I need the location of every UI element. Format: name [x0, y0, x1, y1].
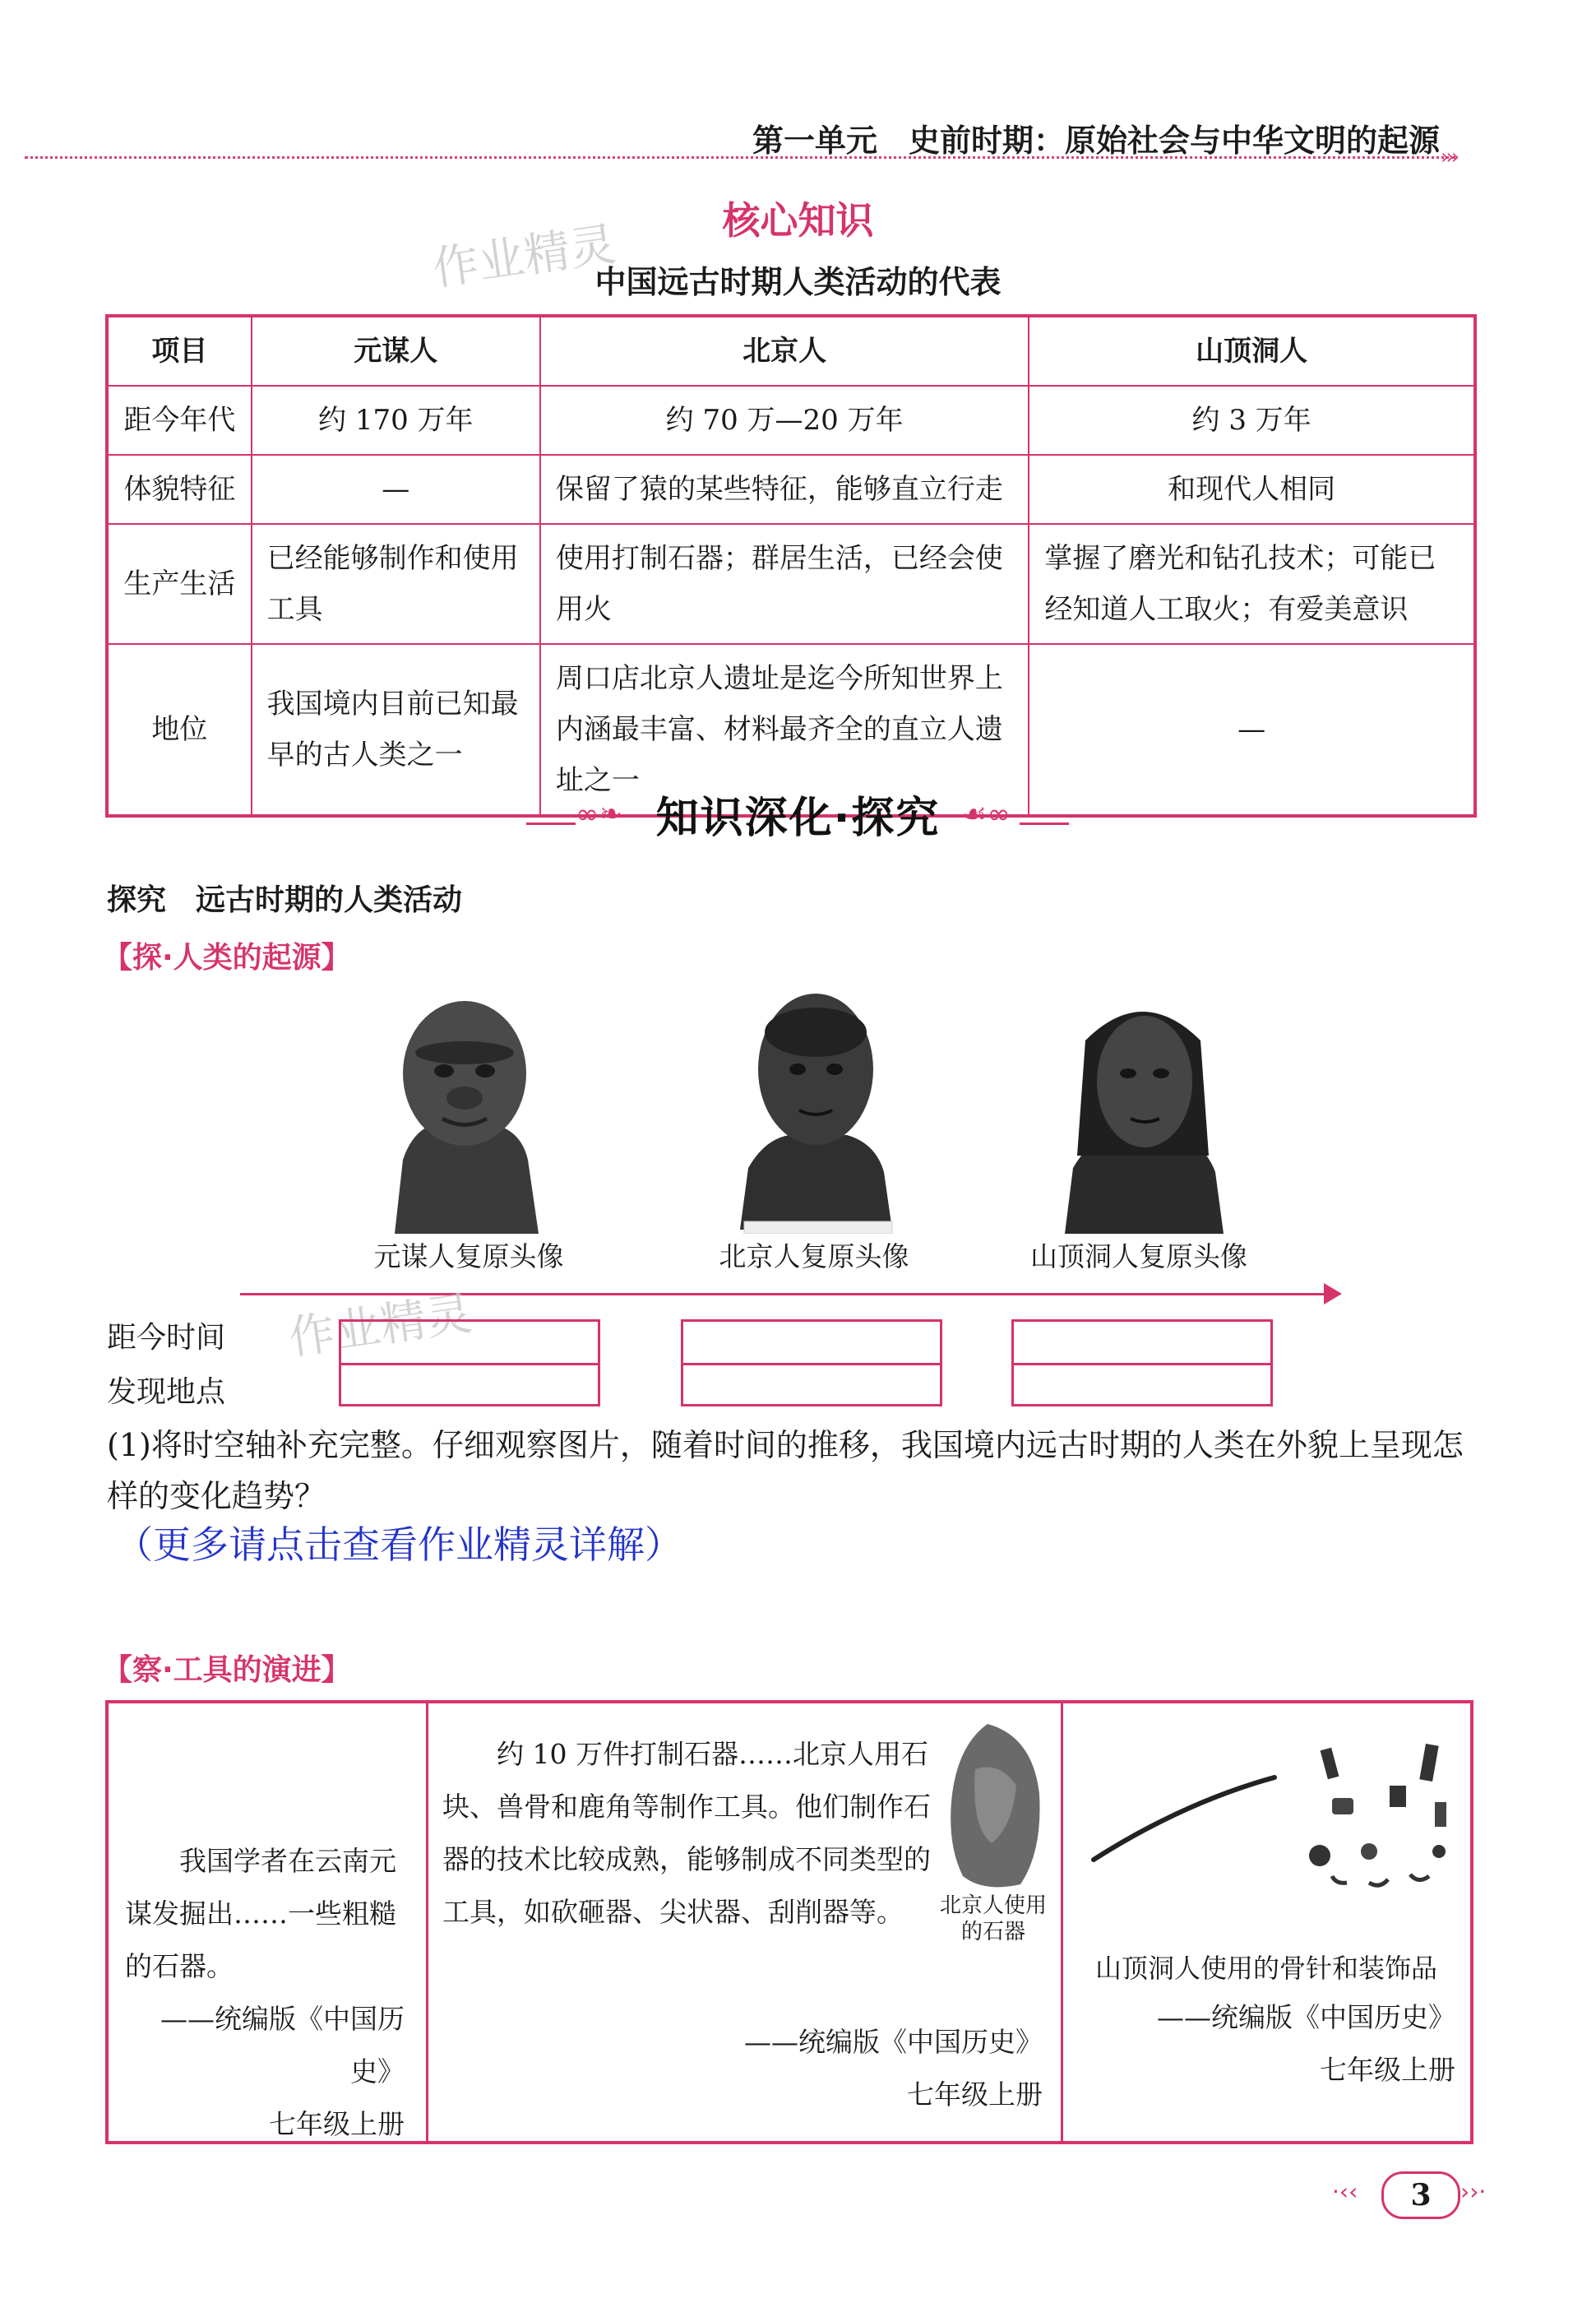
caption-shandingdong: 山顶洞人复原头像 — [1030, 1240, 1247, 1272]
label-time: 距今时间 — [107, 1321, 226, 1355]
watermark: 作业精灵 — [429, 217, 620, 297]
shandingdong-bust-image — [1052, 991, 1233, 1234]
page-ornament-right-icon: ››· — [1460, 2178, 1487, 2205]
table-cell: 约 70 万—20 万年 — [540, 386, 1029, 455]
table-cell: — — [252, 455, 540, 524]
tools-table — [105, 1700, 1473, 2144]
tools-col-beijing — [426, 1703, 1063, 2141]
bone-needle-caption: 山顶洞人使用的骨针和装饰品 — [1094, 1953, 1437, 1984]
row-label: 生产生活 — [107, 524, 252, 644]
source-grade: 七年级上册 — [269, 2108, 405, 2140]
stone-tool-caption: 北京人使用的石器 — [939, 1893, 1047, 1944]
source-citation: ——统编版《中国历史》 — [160, 2003, 405, 2088]
table-row — [107, 386, 1475, 455]
tag-tools: 【察·工具的演进】 — [103, 1653, 351, 1687]
answer-box-shandingdong[interactable] — [1011, 1319, 1273, 1406]
table-cell: 和现代人相同 — [1029, 455, 1475, 524]
table-cell: 我国境内目前已知最早的古人类之一 — [252, 644, 540, 816]
banner-title: 知识深化·探究 — [655, 794, 941, 843]
explore-title: 探究 远古时期的人类活动 — [107, 883, 463, 917]
table-cell: 约 170 万年 — [252, 386, 540, 455]
stone-tool-image — [942, 1720, 1049, 1893]
more-details-link[interactable]: （更多请点击查看作业精灵详解） — [115, 1522, 682, 1567]
page-number: 3 — [1381, 2171, 1460, 2219]
row-label: 地位 — [107, 644, 252, 816]
source-citation: ——统编版《中国历史》 — [1157, 2001, 1455, 2033]
bone-needle-ornaments-image — [1085, 1736, 1464, 1901]
tag-origin: 【探·人类的起源】 — [103, 941, 351, 975]
tools-col-shandingdong — [1061, 1703, 1470, 2141]
table-header-cell: 项目 — [107, 316, 252, 386]
table-title: 中国远古时期人类活动的代表 — [594, 264, 1002, 300]
answer-box-yuanmou[interactable] — [339, 1319, 600, 1406]
source-citation: ——统编版《中国历史》 — [744, 2026, 1043, 2058]
row-label: 距今年代 — [107, 386, 252, 455]
header-arrows-icon: ››› — [1441, 145, 1457, 169]
tools-col-yuanmou — [109, 1703, 428, 2141]
answer-box-beijing[interactable] — [681, 1319, 942, 1406]
tools-text-yuanmou: 我国学者在云南元谋发掘出……一些粗糙的石器。 — [125, 1845, 396, 1982]
yuanmou-bust-image — [378, 995, 551, 1234]
timeline-arrow-icon — [1324, 1283, 1342, 1304]
caption-yuanmou: 元谋人复原头像 — [373, 1240, 564, 1272]
source-grade: 七年级上册 — [1320, 2054, 1455, 2086]
table-cell: — — [1029, 644, 1475, 816]
label-location: 发现地点 — [107, 1375, 226, 1409]
table-cell: 约 3 万年 — [1029, 386, 1475, 455]
banner-ornament-left-icon: ∞❧ — [576, 798, 622, 831]
caption-beijing: 北京人复原头像 — [719, 1240, 909, 1272]
table-cell: 保留了猿的某些特征，能够直立行走 — [540, 455, 1029, 524]
table-header-cell: 北京人 — [540, 316, 1029, 386]
table-cell: 周口店北京人遗址是迄今所知世界上内涵最丰富、材料最齐全的直立人遗址之一 — [540, 644, 1029, 816]
core-knowledge-table — [105, 314, 1477, 818]
table-row — [107, 455, 1475, 524]
tools-text-beijing: 约 10 万件打制石器……北京人用石块、兽骨和鹿角等制作工具。他们制作石器的技术比较成熟，能够制成不同类型的工具，如砍砸器、尖状器、刮削器等。 — [442, 1738, 931, 1928]
table-row — [107, 524, 1475, 644]
table-cell: 掌握了磨光和钻孔技术；可能已经知道人工取火；有爱美意识 — [1029, 524, 1475, 644]
section-title-core: 核心知识 — [722, 198, 874, 243]
beijing-bust-image — [724, 987, 904, 1234]
watermark: 作业精灵 — [285, 1286, 476, 1366]
table-header-cell: 元谋人 — [252, 316, 540, 386]
table-header-cell: 山顶洞人 — [1029, 316, 1475, 386]
banner-ornament-right-icon: ☙∞ — [962, 798, 1011, 831]
unit-header: 第一单元 史前时期：原始社会与中华文明的起源 — [752, 123, 1440, 159]
table-cell: 已经能够制作和使用工具 — [252, 524, 540, 644]
row-label: 体貌特征 — [107, 455, 252, 524]
table-header-row — [107, 316, 1475, 386]
table-cell: 使用打制石器；群居生活，已经会使用火 — [540, 524, 1029, 644]
page-ornament-left-icon: ·‹‹ — [1332, 2178, 1358, 2205]
source-grade: 七年级上册 — [907, 2078, 1043, 2111]
question-1: (1)将时空轴补充完整。仔细观察图片，随着时间的推移，我国境内远古时期的人类在外貌上呈现怎样的变化趋势？ — [107, 1427, 1464, 1514]
header-divider — [25, 156, 1455, 159]
